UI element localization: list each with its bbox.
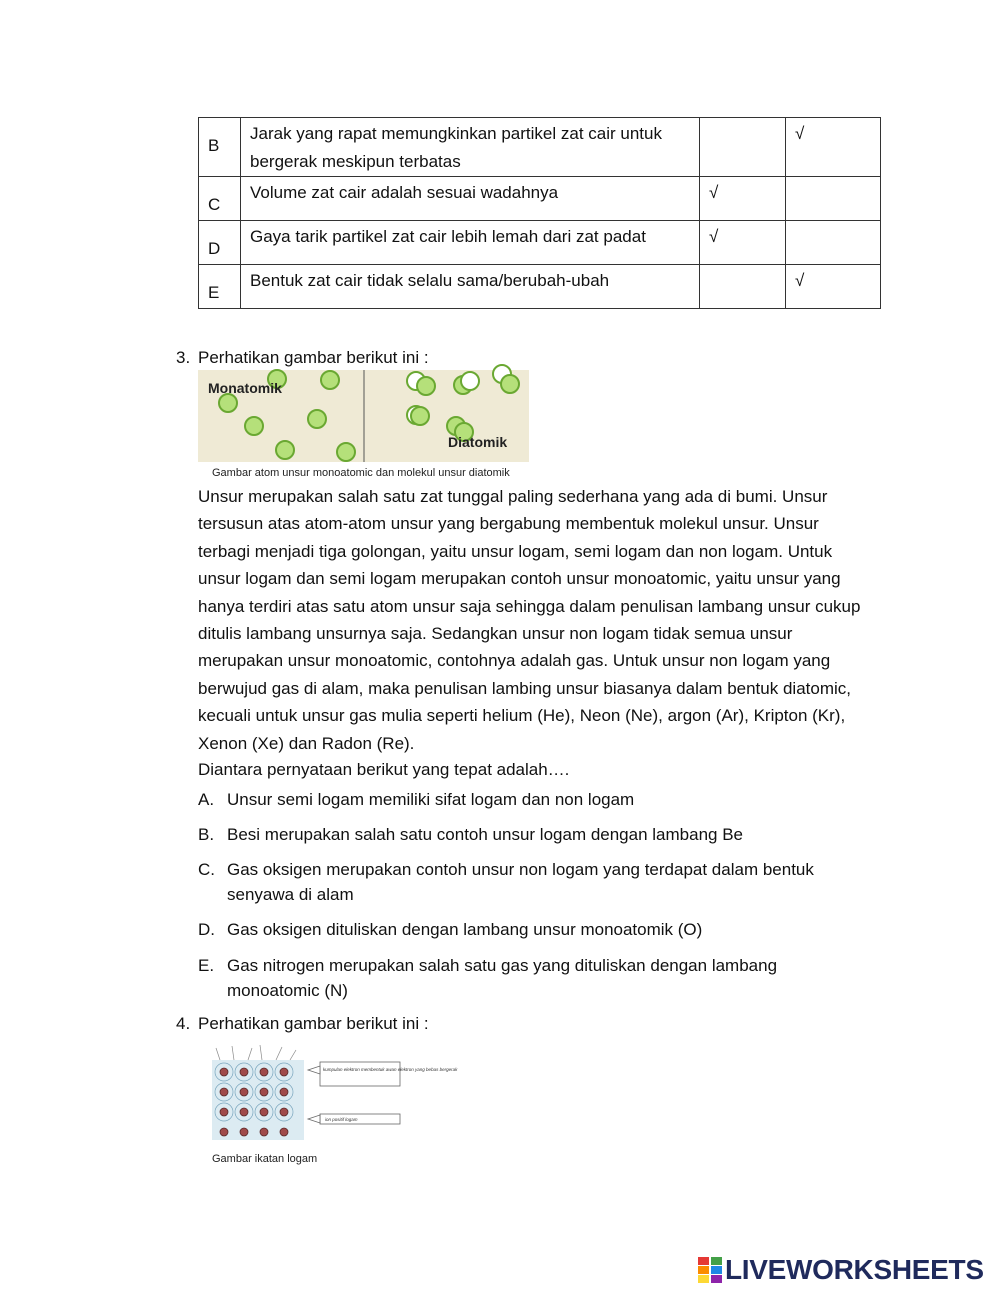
monatomic-diatomic-figure [198, 370, 529, 462]
question-3-title: Perhatikan gambar berikut ini : [198, 348, 429, 367]
option-e[interactable] [198, 953, 818, 1003]
atom [308, 410, 326, 428]
check-cell-2[interactable] [786, 221, 881, 265]
label-ions: ion positif logam [325, 1117, 358, 1122]
option-text: Gas oksigen merupakan contoh unsur non logam yang terdapat dalam bentuk senyawa di alam [227, 860, 814, 904]
row-statement: Gaya tarik partikel zat cair lebih lemah dari zat padat [241, 221, 700, 265]
question-3-prompt: Diantara pernyataan berikut yang tepat adalah…. [198, 760, 570, 779]
paragraph-line: unsur logam dan semi logam merupakan contoh unsur monoatomic, yaitu unsur yang [198, 569, 841, 589]
row-label: B [199, 118, 241, 177]
paragraph-line: hanya terdiri atas satu atom unsur saja sehingga dalam penulisan lambang unsur cukup [198, 596, 861, 616]
atom [245, 417, 263, 435]
table-row [199, 177, 881, 221]
option-text: Besi merupakan salah satu contoh unsur logam dengan lambang Be [227, 825, 744, 844]
check-cell-2[interactable]: √ [786, 118, 881, 177]
table-row [199, 118, 881, 177]
atom [411, 407, 429, 425]
atom [461, 372, 479, 390]
liveworksheets-brand[interactable] [698, 1254, 984, 1286]
option-text: Gas nitrogen merupakan salah satu gas yang dituliskan dengan lambang monoatomic (N) [227, 956, 778, 1000]
row-label: C [199, 177, 241, 221]
check-cell-1[interactable] [700, 265, 786, 309]
check-cell-2[interactable] [786, 177, 881, 221]
row-label: E [199, 265, 241, 309]
paragraph-line: terbagi menjadi tiga golongan, yaitu unsur logam, semi logam dan non logam. Untuk [198, 541, 833, 561]
atom [337, 443, 355, 461]
paragraph-line: ditulis lambang unsurnya saja. Sedangkan unsur non logam tidak semua unsur [198, 624, 793, 644]
paragraph-line: Xenon (Xe) dan Radon (Re). [198, 733, 415, 753]
option-text: Gas oksigen dituliskan dengan lambang unsur monoatomik (O) [227, 920, 703, 939]
atom [417, 377, 435, 395]
paragraph-line: berwujud gas di alam, maka penulisan lambing unsur biasanya dalam bentuk diatomic, [198, 678, 851, 698]
option-letter: B. [198, 825, 215, 844]
atom [276, 441, 294, 459]
option-d[interactable] [198, 917, 878, 942]
row-statement: Jarak yang rapat memungkinkan partikel zat cair untuk bergerak meskipun terbatas [241, 118, 700, 177]
atom [501, 375, 519, 393]
diatomic-molecules [407, 365, 519, 441]
label-electrons [323, 1067, 458, 1072]
atom [219, 394, 237, 412]
question-3-number: 3. [176, 348, 191, 367]
option-letter: C. [198, 860, 215, 879]
figure-4-caption: Gambar ikatan logam [212, 1153, 318, 1165]
check-cell-2[interactable]: √ [786, 265, 881, 309]
option-letter: D. [198, 920, 215, 939]
question-4-number: 4. [176, 1014, 191, 1033]
question-3-paragraph [198, 483, 888, 757]
check-cell-1[interactable]: √ [700, 221, 786, 265]
atom [321, 371, 339, 389]
paragraph-line: kecuali untuk unsur gas mulia seperti helium (He), Neon (Ne), argon (Ar), Kripton (Kr), [198, 706, 846, 726]
table-row [199, 221, 881, 265]
row-statement: Bentuk zat cair tidak selalu sama/berubah-ubah [241, 265, 700, 309]
diatomic-label: Diatomik [448, 434, 508, 450]
row-statement: Volume zat cair adalah sesuai wadahnya [241, 177, 700, 221]
paragraph-line: Unsur merupakan salah satu zat tunggal paling sederhana yang ada di bumi. Unsur [198, 487, 828, 506]
option-letter: A. [198, 790, 215, 809]
pointer-arrow [308, 1066, 320, 1074]
electron-arrows [216, 1045, 296, 1060]
check-cell-1[interactable] [700, 118, 786, 177]
pointer-arrow [308, 1115, 320, 1123]
table-row [199, 265, 881, 309]
row-label: D [199, 221, 241, 265]
metallic-bond-illustration [212, 1042, 458, 1142]
liveworksheets-logo-icon [698, 1257, 722, 1283]
metallic-bond-figure [212, 1042, 458, 1142]
monatomic-label: Monatomik [208, 380, 282, 396]
figure-3-caption: Gambar atom unsur monoatomic dan molekul unsur diatomik [212, 467, 510, 479]
brand-name: LIVEWORKSHEETS [725, 1254, 984, 1285]
atoms-illustration [198, 370, 529, 462]
answer-table [198, 117, 881, 309]
label-electrons-line: kumpulan elektron membentuk awan elektron yang bebas bergerak [323, 1067, 458, 1072]
option-a[interactable] [198, 787, 878, 812]
check-cell-1[interactable]: √ [700, 177, 786, 221]
paragraph-line: tersusun atas atom-atom unsur yang bergabung membentuk molekul unsur. Unsur [198, 514, 819, 534]
paragraph-line: merupakan unsur monoatomic, contohnya adalah gas. Untuk unsur non logam yang [198, 651, 831, 671]
option-c[interactable] [198, 857, 838, 907]
option-text: Unsur semi logam memiliki sifat logam dan non logam [227, 790, 635, 809]
label-box-electrons [320, 1062, 400, 1086]
option-letter: E. [198, 956, 215, 975]
question-4-title: Perhatikan gambar berikut ini : [198, 1014, 429, 1033]
option-b[interactable] [198, 822, 878, 847]
